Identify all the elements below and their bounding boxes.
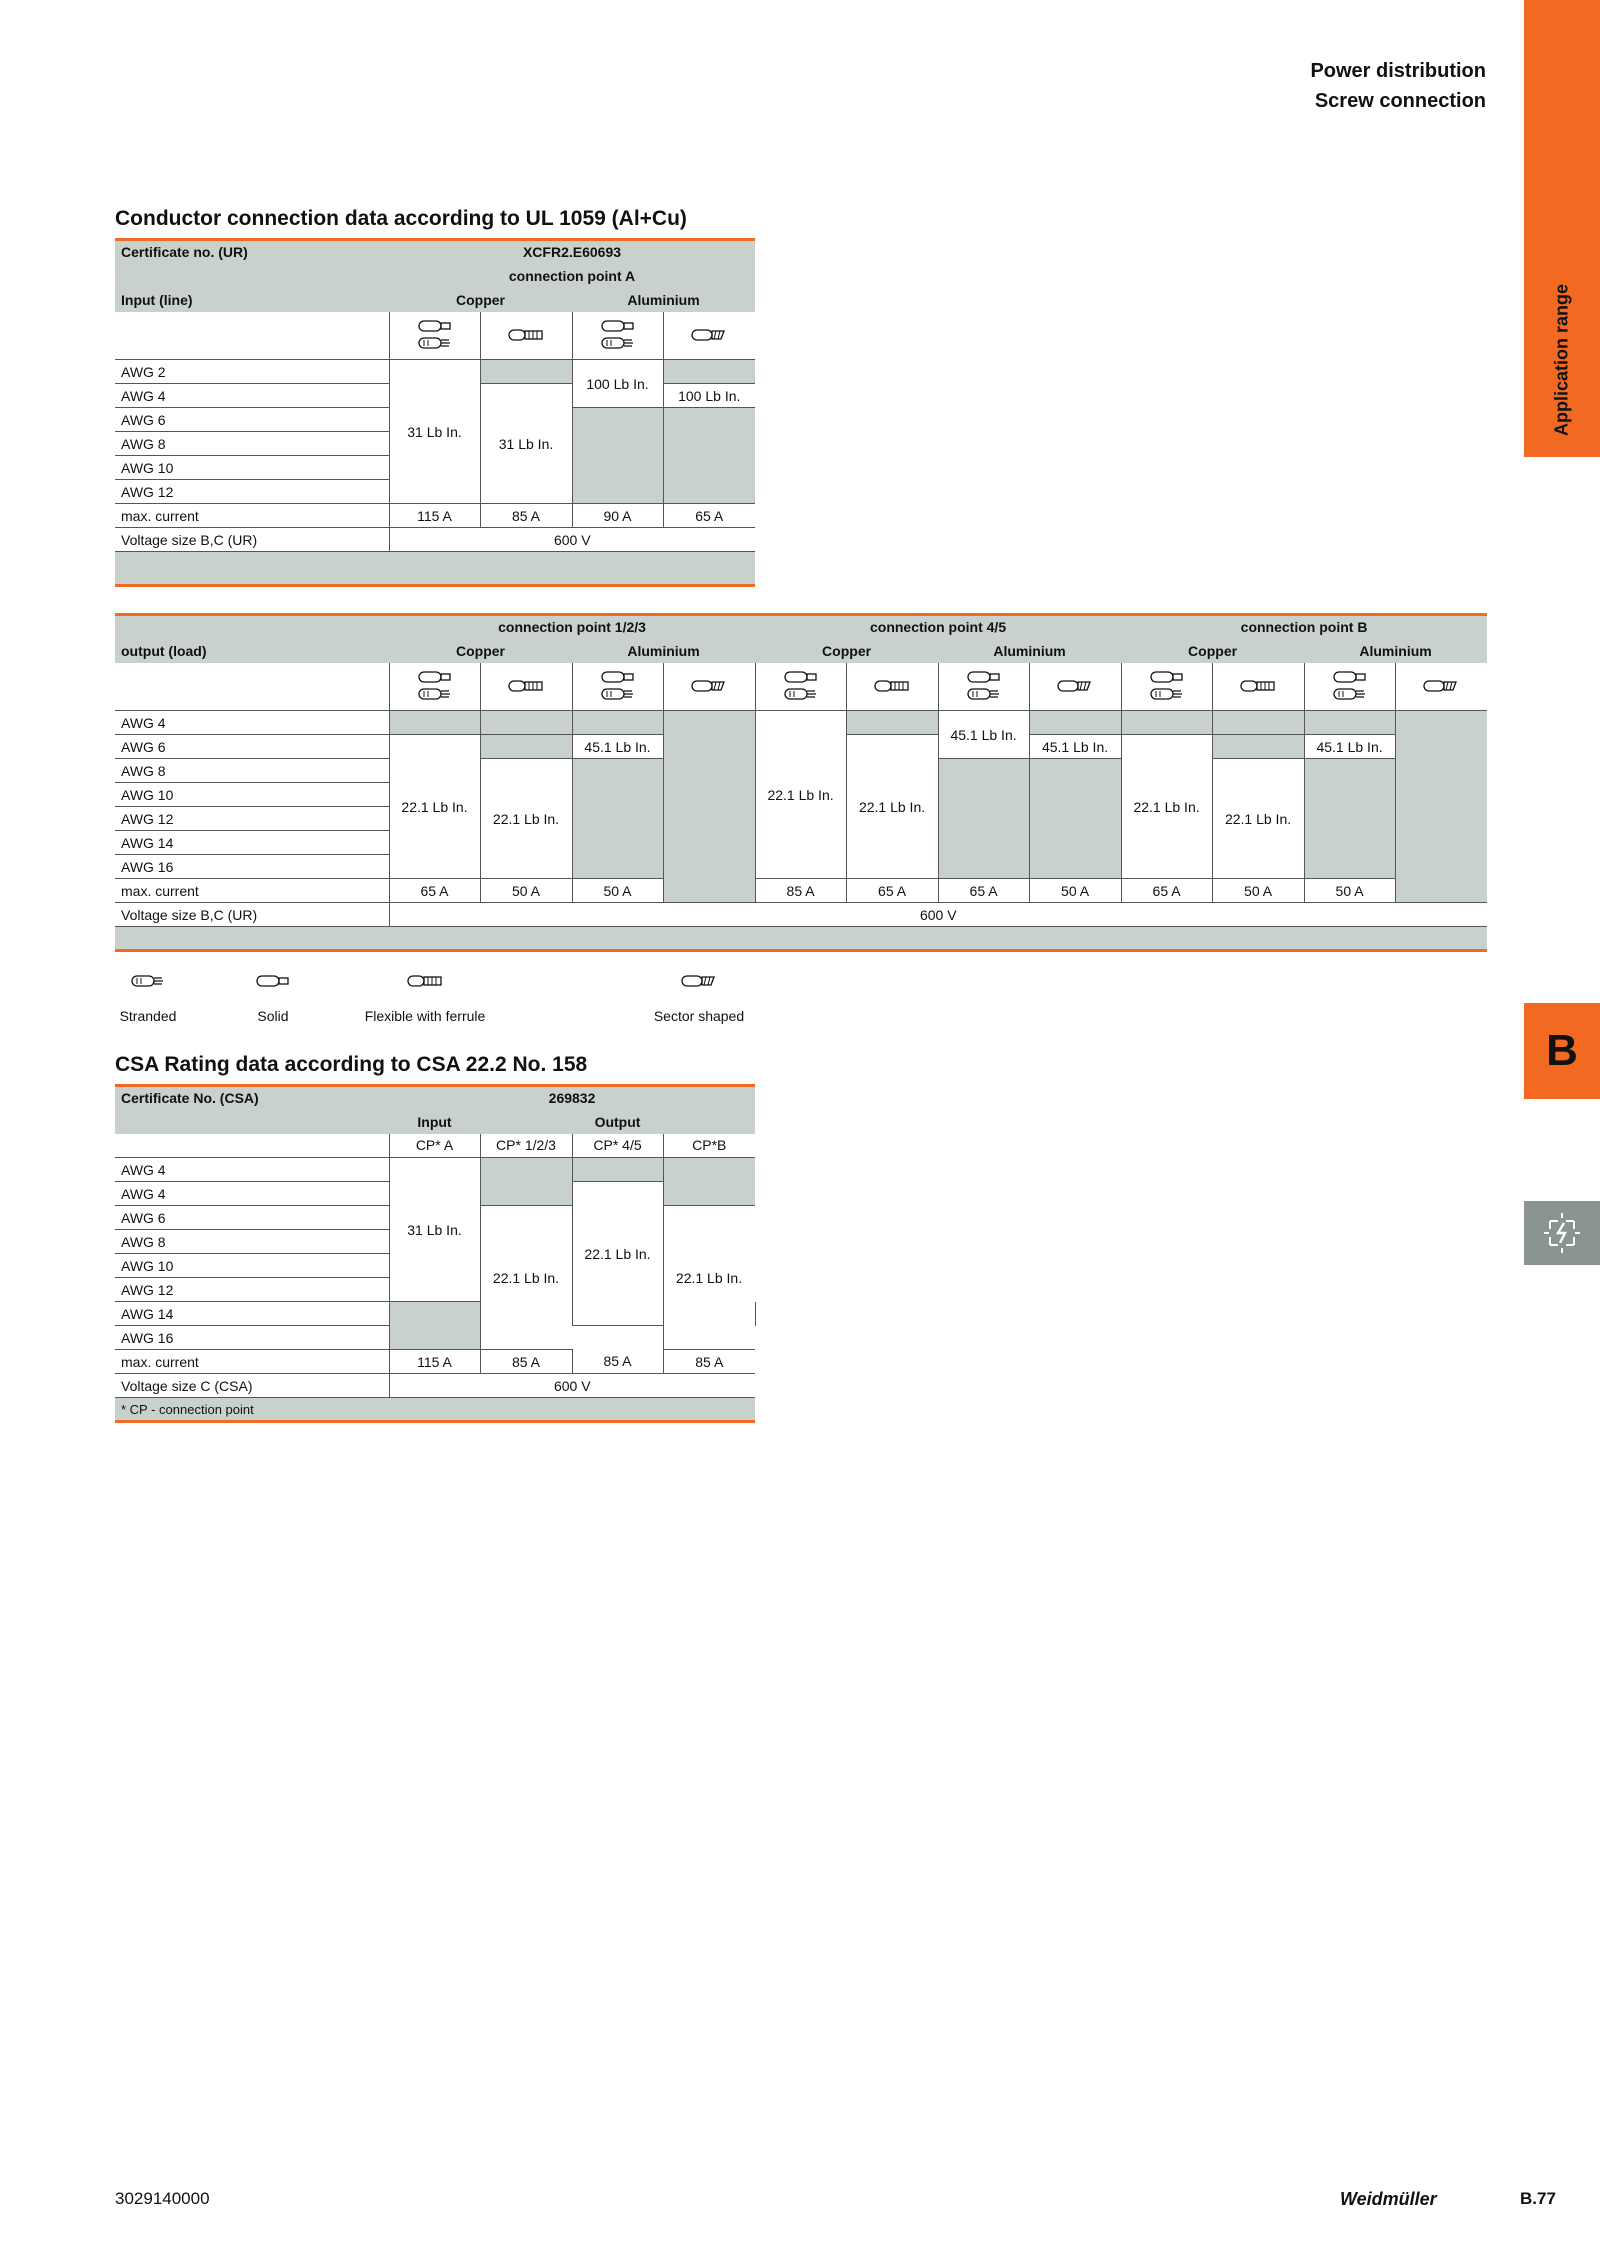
voltage-cell: 600 V: [389, 528, 755, 552]
csa-output: Output: [480, 1110, 755, 1134]
max-current-cell: 50 A: [480, 879, 572, 903]
max-current-cell: 115 A: [389, 504, 480, 528]
output-aluminium: Aluminium: [572, 639, 755, 663]
side-tab-letter: B: [1524, 1003, 1600, 1099]
awg-row-label: AWG 8: [115, 1230, 389, 1254]
torque-cell: 22.1 Lb In.: [663, 1206, 755, 1350]
torque-cell: 31 Lb In.: [389, 1158, 480, 1302]
output-table: [115, 613, 1487, 952]
legend-stranded: Stranded: [119, 1008, 177, 1024]
torque-cell: 22.1 Lb In.: [846, 735, 938, 879]
empty-cell: [1304, 759, 1395, 879]
awg-row-label: AWG 10: [115, 1254, 389, 1278]
csa-col-header: CP* 1/2/3: [480, 1134, 572, 1158]
sector-icon: [679, 964, 719, 998]
empty-cell: [572, 1158, 663, 1182]
empty-cell: [1304, 711, 1395, 735]
max-current-cell: 50 A: [1029, 879, 1121, 903]
legend-ferrule: Flexible with ferrule: [364, 1008, 486, 1024]
stranded-solid-icon: [1330, 669, 1370, 703]
max-current-cell: 65 A: [389, 879, 480, 903]
empty-cell: [1395, 711, 1487, 903]
csa-cert-label: Certificate No. (CSA): [115, 1086, 389, 1110]
torque-cell: 22.1 Lb In.: [1121, 735, 1212, 879]
torque-cell: 100 Lb In.: [572, 360, 663, 408]
side-tab-application: [1524, 0, 1600, 457]
max-current-cell: 65 A: [938, 879, 1029, 903]
max-current-cell: 85 A: [480, 1350, 572, 1374]
awg-row-label: AWG 8: [115, 759, 389, 783]
voltage-label: Voltage size B,C (UR): [115, 528, 389, 552]
empty-cell: [389, 711, 480, 735]
max-current-label: max. current: [115, 879, 389, 903]
torque-cell: 22.1 Lb In.: [480, 759, 572, 879]
awg-row-label: AWG 6: [115, 408, 389, 432]
page-header: [1310, 56, 1486, 116]
voltage-cell: 600 V: [389, 903, 1487, 927]
sector-icon: [689, 669, 729, 703]
awg-row-label: AWG 12: [115, 807, 389, 831]
empty-cell: [480, 735, 572, 759]
awg-row-label: AWG 4: [115, 1158, 389, 1182]
max-current-cell: 85 A: [480, 504, 572, 528]
torque-cell: 22.1 Lb In.: [480, 1206, 572, 1350]
max-current-cell: 50 A: [1212, 879, 1304, 903]
max-current-cell: 85 A: [663, 1350, 755, 1374]
legend-solid: Solid: [257, 1008, 289, 1024]
max-current-cell: 90 A: [572, 504, 663, 528]
empty-cell: [480, 360, 572, 384]
ferrule-icon: [506, 669, 546, 703]
max-current-label: max. current: [115, 504, 389, 528]
csa-cert-value: 269832: [389, 1086, 755, 1110]
output-copper: Copper: [1121, 639, 1304, 663]
ul-aluminium: Aluminium: [572, 288, 755, 312]
awg-row-label: AWG 4: [115, 384, 389, 408]
empty-cell: [663, 711, 755, 903]
article-code: 3029140000: [115, 2189, 210, 2208]
torque-cell: 100 Lb In.: [663, 384, 755, 408]
awg-row-label: AWG 16: [115, 855, 389, 879]
empty-cell: [1212, 735, 1304, 759]
awg-row-label: AWG 10: [115, 456, 389, 480]
awg-row-label: AWG 6: [115, 735, 389, 759]
header-line2: Screw connection: [1314, 90, 1486, 112]
torque-cell: 22.1 Lb In.: [755, 711, 846, 879]
empty-cell: [572, 408, 663, 504]
empty-cell: [846, 711, 938, 735]
awg-row-label: AWG 2: [115, 360, 389, 384]
stranded-solid-icon: [1147, 669, 1187, 703]
empty-cell: [1029, 711, 1121, 735]
awg-row-label: AWG 10: [115, 783, 389, 807]
output-group-2: connection point 4/5: [755, 615, 1121, 639]
empty-cell: [1121, 711, 1212, 735]
torque-cell: 31 Lb In.: [389, 360, 480, 504]
max-current-cell: 115 A: [389, 1350, 480, 1374]
stranded-solid-icon: [415, 318, 455, 352]
awg-row-label: AWG 12: [115, 1278, 389, 1302]
empty-cell: [663, 408, 755, 504]
stranded-solid-icon: [781, 669, 821, 703]
empty-cell: [1212, 711, 1304, 735]
header-line1: Power distribution: [1310, 60, 1486, 82]
ferrule-icon: [405, 964, 445, 998]
ferrule-icon: [1238, 669, 1278, 703]
max-current-cell: 65 A: [846, 879, 938, 903]
output-group-3: connection point B: [1121, 615, 1487, 639]
ul-table: [115, 238, 755, 587]
stranded-solid-icon: [598, 669, 638, 703]
legend-sector: Sector shaped: [653, 1008, 745, 1024]
awg-row-label: AWG 8: [115, 432, 389, 456]
conductor-legend: [115, 964, 755, 1024]
ul-title: Conductor connection data according to UL 1059 (Al+Cu): [115, 207, 687, 230]
torque-cell: 45.1 Lb In.: [1029, 735, 1121, 759]
empty-cell: [480, 1158, 572, 1206]
awg-row-label: AWG 14: [115, 1302, 389, 1326]
max-current-label: max. current: [115, 1350, 389, 1374]
awg-row-label: AWG 12: [115, 480, 389, 504]
max-current-cell: 85 A: [755, 879, 846, 903]
awg-row-label: AWG 4: [115, 711, 389, 735]
voltage-cell: 600 V: [389, 1374, 755, 1398]
ferrule-icon: [506, 318, 546, 352]
page-footer: [115, 2189, 1555, 2209]
output-aluminium: Aluminium: [938, 639, 1121, 663]
torque-cell: 31 Lb In.: [480, 384, 572, 504]
csa-col-header: CP* A: [389, 1134, 480, 1158]
empty-cell: [663, 1158, 755, 1206]
torque-cell: 22.1 Lb In.: [1212, 759, 1304, 879]
output-label: output (load): [115, 639, 389, 663]
solid-icon: [253, 964, 293, 998]
empty-cell: [572, 759, 663, 879]
awg-row-label: AWG 6: [115, 1206, 389, 1230]
empty-cell: [389, 1302, 480, 1350]
csa-title: CSA Rating data according to CSA 22.2 No. 158: [115, 1053, 588, 1076]
sector-icon: [1421, 669, 1461, 703]
max-current-cell: 65 A: [663, 504, 755, 528]
csa-footnote: * CP - connection point: [115, 1398, 755, 1422]
ul-cert-label: Certificate no. (UR): [115, 240, 389, 264]
output-aluminium: Aluminium: [1304, 639, 1487, 663]
max-current-cell: 85 A: [572, 1350, 663, 1374]
awg-row-label: AWG 14: [115, 831, 389, 855]
max-current-cell: 65 A: [1121, 879, 1212, 903]
sector-icon: [689, 318, 729, 352]
csa-col-header: CP* 4/5: [572, 1134, 663, 1158]
brand-logo: Weidmüller: [1340, 2189, 1437, 2209]
distribution-icon: [1524, 1201, 1600, 1265]
torque-cell: 45.1 Lb In.: [572, 735, 663, 759]
torque-cell: 22.1 Lb In.: [389, 735, 480, 879]
torque-cell: 45.1 Lb In.: [938, 711, 1029, 759]
csa-col-header: CP*B: [663, 1134, 755, 1158]
stranded-solid-icon: [598, 318, 638, 352]
page-number: B.77: [1520, 2189, 1556, 2208]
max-current-cell: 50 A: [1304, 879, 1395, 903]
output-group-1: connection point 1/2/3: [389, 615, 755, 639]
output-copper: Copper: [755, 639, 938, 663]
ul-input-label: Input (line): [115, 288, 389, 312]
csa-input: Input: [389, 1110, 480, 1134]
awg-row-label: AWG 16: [115, 1326, 389, 1350]
torque-cell: 45.1 Lb In.: [1304, 735, 1395, 759]
csa-table: [115, 1084, 755, 1423]
side-tab-label: Application range: [1551, 283, 1572, 437]
output-copper: Copper: [389, 639, 572, 663]
empty-cell: [1029, 759, 1121, 879]
ul-group: connection point A: [389, 264, 755, 288]
sector-icon: [1055, 669, 1095, 703]
empty-cell: [938, 759, 1029, 879]
awg-row-label: AWG 4: [115, 1182, 389, 1206]
voltage-label: Voltage size C (CSA): [115, 1374, 389, 1398]
stranded-solid-icon: [415, 669, 455, 703]
ferrule-icon: [872, 669, 912, 703]
empty-cell: [572, 711, 663, 735]
stranded-solid-icon: [964, 669, 1004, 703]
voltage-label: Voltage size B,C (UR): [115, 903, 389, 927]
empty-cell: [663, 360, 755, 384]
empty-cell: [480, 711, 572, 735]
max-current-cell: 50 A: [572, 879, 663, 903]
torque-cell: 22.1 Lb In.: [572, 1182, 663, 1326]
stranded-icon: [128, 964, 168, 998]
ul-cert-value: XCFR2.E60693: [389, 240, 755, 264]
ul-copper: Copper: [389, 288, 572, 312]
